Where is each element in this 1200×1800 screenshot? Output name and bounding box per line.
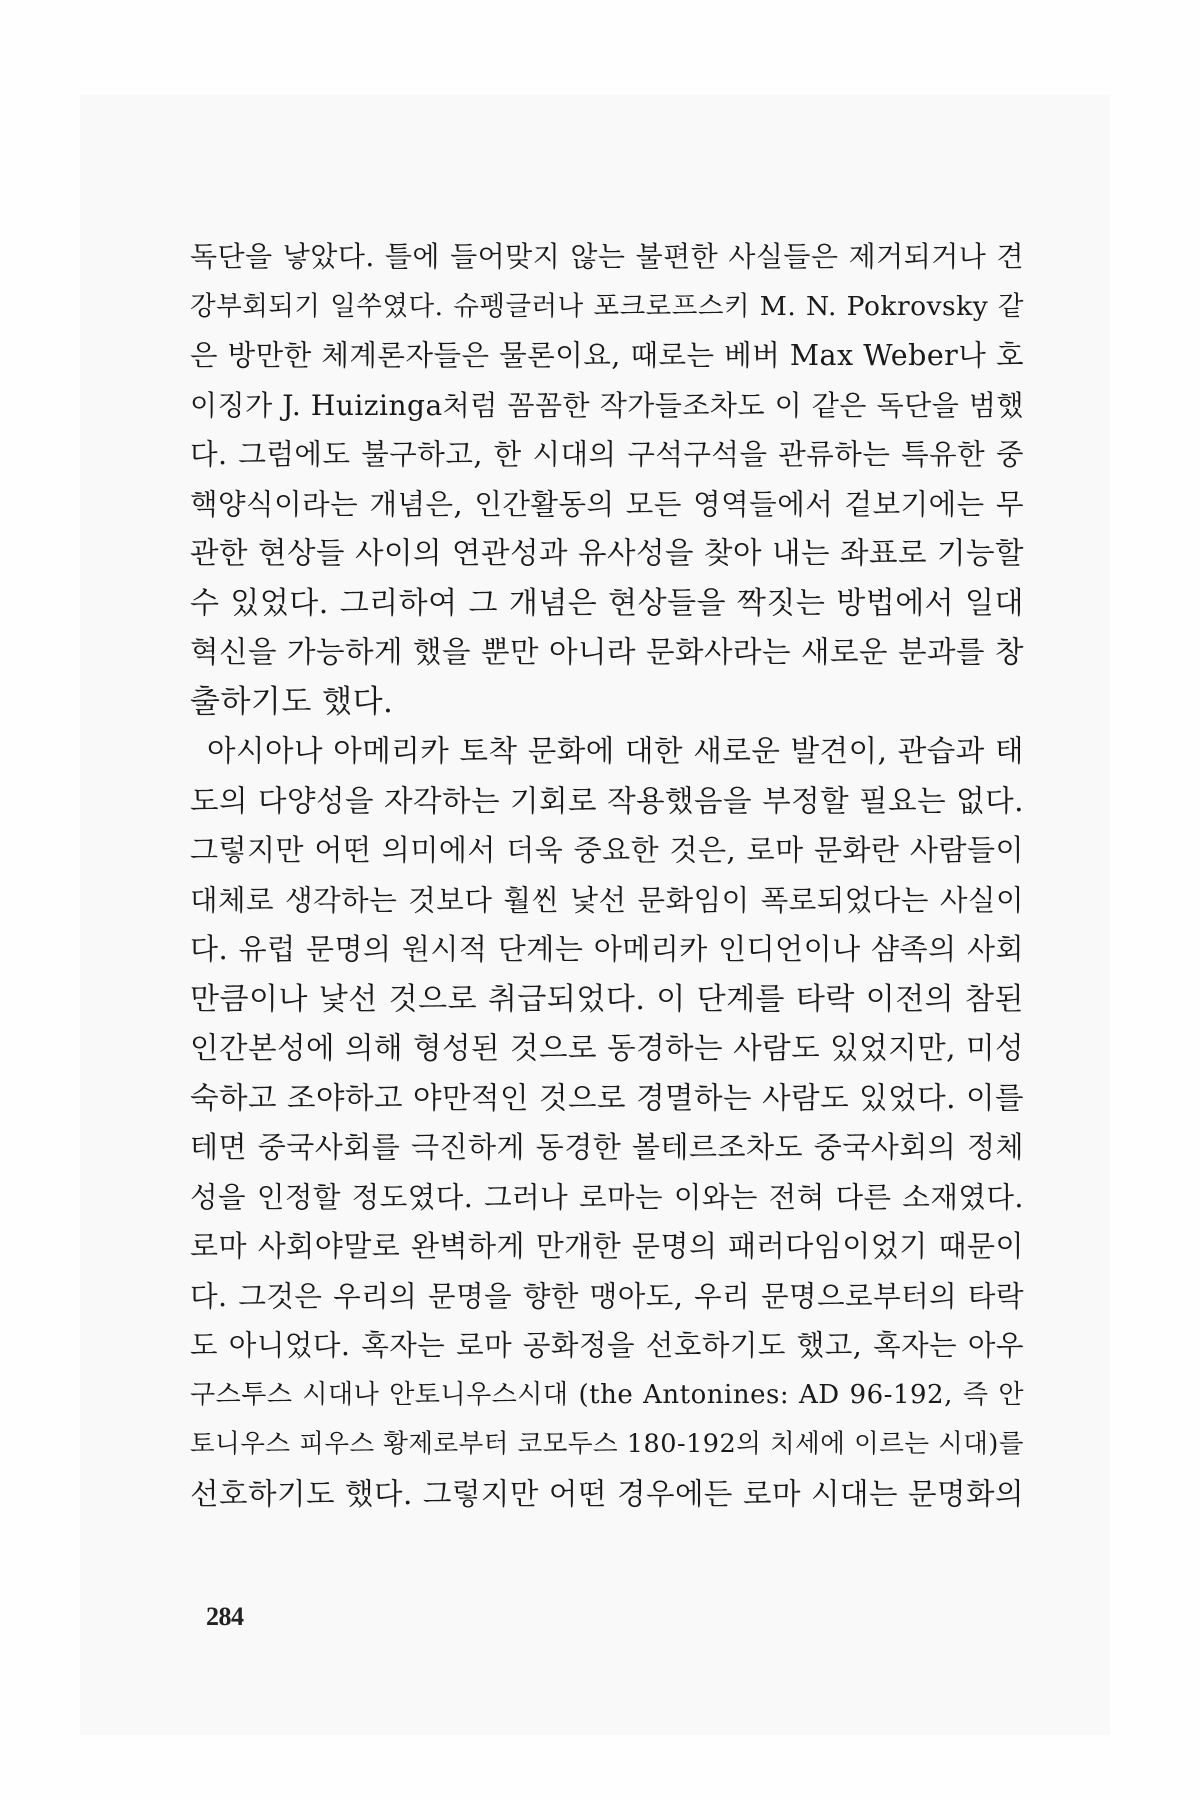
text-line: 다. 그것은 우리의 문명을 향한 맹아도, 우리 문명으로부터의 타락 bbox=[190, 1279, 1024, 1313]
text-line: 도의 다양성을 자각하는 기회로 작용했음을 부정할 필요는 없다. bbox=[190, 783, 1024, 818]
text-line: 다. 그럼에도 불구하고, 한 시대의 구석구석을 관류하는 특유한 중 bbox=[190, 438, 1024, 471]
text-line: 대체로 생각하는 것보다 훨씬 낯선 문화임이 폭로되었다는 사실이 bbox=[190, 883, 1024, 917]
text-line: 인간본성에 의해 형성된 것으로 동경하는 사람도 있었지만, 미성 bbox=[190, 1031, 1024, 1065]
page-number: 284 bbox=[206, 1602, 244, 1631]
text-line: 로마 사회야말로 완벽하게 만개한 문명의 패러다임이었기 때문이 bbox=[190, 1229, 1024, 1263]
text-line: 다. 유럽 문명의 원시적 단계는 아메리카 인디언이나 샴족의 사회 bbox=[190, 932, 1024, 966]
text-line: 토니우스 피우스 황제로부터 코모두스 180-192의 치세에 이르는 시대)를 bbox=[190, 1429, 1024, 1459]
text-line: 테면 중국사회를 극진하게 동경한 볼테르조차도 중국사회의 정체 bbox=[190, 1130, 1024, 1164]
text-line: 관한 현상들 사이의 연관성과 유사성을 찾아 내는 좌표로 기능할 bbox=[190, 536, 1024, 570]
text-line: 그렇지만 어떤 의미에서 더욱 중요한 것은, 로마 문화란 사람들이 bbox=[190, 833, 1024, 867]
text-line: 구스투스 시대나 안토니우스시대 (the Antonines: AD 96-192, 즉 안 bbox=[190, 1379, 1024, 1410]
text-line: 강부회되기 일쑤였다. 슈펭글러나 포크로프스키 M. N. Pokrovsky 같 bbox=[190, 290, 1024, 322]
text-line: 수 있었다. 그리하여 그 개념은 현상들을 짝짓는 방법에서 일대 bbox=[190, 585, 1024, 621]
text-line: 성을 인정할 정도였다. 그러나 로마는 이와는 전혀 다른 소재였다. bbox=[190, 1180, 1024, 1214]
text-line: 혁신을 가능하게 했을 뿐만 아니라 문화사라는 새로운 분과를 창 bbox=[190, 635, 1024, 669]
text-line: 출하기도 했다. bbox=[190, 683, 394, 720]
text-line: 은 방만한 체계론자들은 물론이요, 때로는 베버 Max Weber나 호 bbox=[190, 339, 1024, 372]
body-text bbox=[190, 232, 1024, 1519]
text-line: 만큼이나 낯선 것으로 취급되었다. 이 단계를 타락 이전의 참된 bbox=[190, 981, 1024, 1017]
text-line: 독단을 낳았다. 틀에 들어맞지 않는 불편한 사실들은 제거되거나 견 bbox=[190, 240, 1024, 273]
text-line: 숙하고 조야하고 야만적인 것으로 경멸하는 사람도 있었다. 이를 bbox=[190, 1080, 1024, 1115]
text-line: 핵양식이라는 개념은, 인간활동의 모든 영역들에서 겉보기에는 무 bbox=[190, 487, 1024, 521]
text-line: 이징가 J. Huizinga처럼 꼼꼼한 작가들조차도 이 같은 독단을 범했 bbox=[190, 388, 1024, 422]
text-line: 선호하기도 했다. 그렇지만 어떤 경우에든 로마 시대는 문명화의 bbox=[190, 1476, 1024, 1511]
text-line: 아시아나 아메리카 토착 문화에 대한 새로운 발견이, 관습과 태 bbox=[207, 734, 1024, 768]
text-line: 도 아니었다. 혹자는 로마 공화정을 선호하기도 했고, 혹자는 아우 bbox=[190, 1329, 1024, 1362]
